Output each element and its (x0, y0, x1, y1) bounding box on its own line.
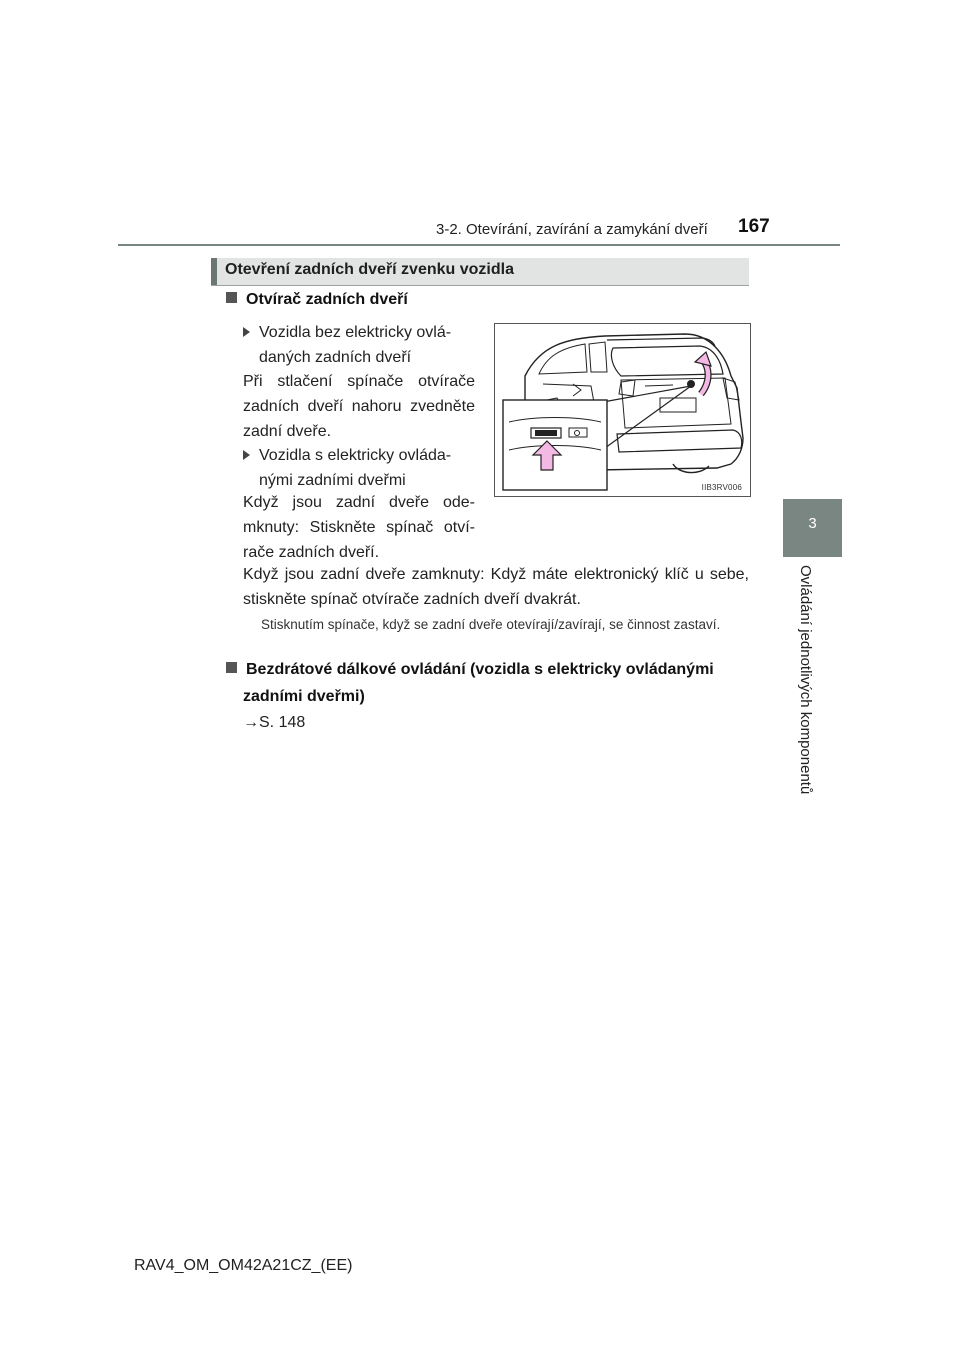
header-section-title: 3-2. Otevírání, zavírání a zamykání dveří (436, 221, 708, 238)
triangle-bullet-icon (243, 327, 250, 337)
section-title: Otevření zadních dveří zvenku vozidla (225, 261, 514, 278)
sub-heading-line-1: Vozidla bez elektricky ovlá- (259, 324, 452, 341)
square-bullet-icon (226, 292, 237, 303)
chapter-tab (783, 499, 842, 557)
triangle-bullet-icon (243, 450, 250, 460)
sub-heading-line-2: nými zadními dveřmi (259, 472, 406, 489)
heading-wireless-remote (226, 656, 749, 710)
section-title-bar (211, 258, 749, 286)
footer-doc-code: RAV4_OM_OM42A21CZ_(EE) (134, 1257, 353, 1274)
note-text: Stisknutím spínače, když se zadní dveře otevírají/zavírají, se činnost zastaví. (261, 617, 721, 632)
heading-text: Otvírač zadních dveří (246, 291, 408, 308)
paragraph-locked: Když jsou zadní dveře zamknuty: Když máte elektronický klíč u sebe, stiskněte spínač otvírače zadních dveří dvakrát. (243, 566, 749, 608)
heading-tailgate-opener (226, 286, 408, 313)
page-number: 167 (738, 216, 770, 237)
square-bullet-icon (226, 662, 237, 673)
heading-line-2: zadními dveřmi) (243, 688, 365, 705)
chapter-number: 3 (808, 515, 817, 532)
section-bar-accent (211, 258, 217, 285)
paragraph-power: Když jsou zadní dveře ode-mknuty: Stiskněte spínač otví-rače zadních dveří. (243, 494, 475, 561)
page-reference-link[interactable]: →S. 148 (243, 714, 306, 731)
chapter-label: Ovládání jednotlivých komponentů (797, 565, 814, 795)
sub-heading-line-2: daných zadních dveří (259, 349, 412, 366)
figure-tailgate-opener (494, 323, 751, 497)
sub-heading-power (243, 443, 475, 493)
header-rule (118, 244, 840, 246)
figure-code: IIB3RV006 (701, 483, 742, 492)
heading-line-1: Bezdrátové dálkové ovládání (vozidla s elektricky ovládanými (246, 661, 714, 678)
sub-heading-manual (243, 320, 475, 370)
paragraph-manual: Při stlačení spínače otvírače zadních dveří nahoru zvedněte zadní dveře. (243, 373, 475, 440)
sub-heading-line-1: Vozidla s elektricky ovláda- (259, 447, 452, 464)
car-rear-illustration (495, 324, 750, 496)
